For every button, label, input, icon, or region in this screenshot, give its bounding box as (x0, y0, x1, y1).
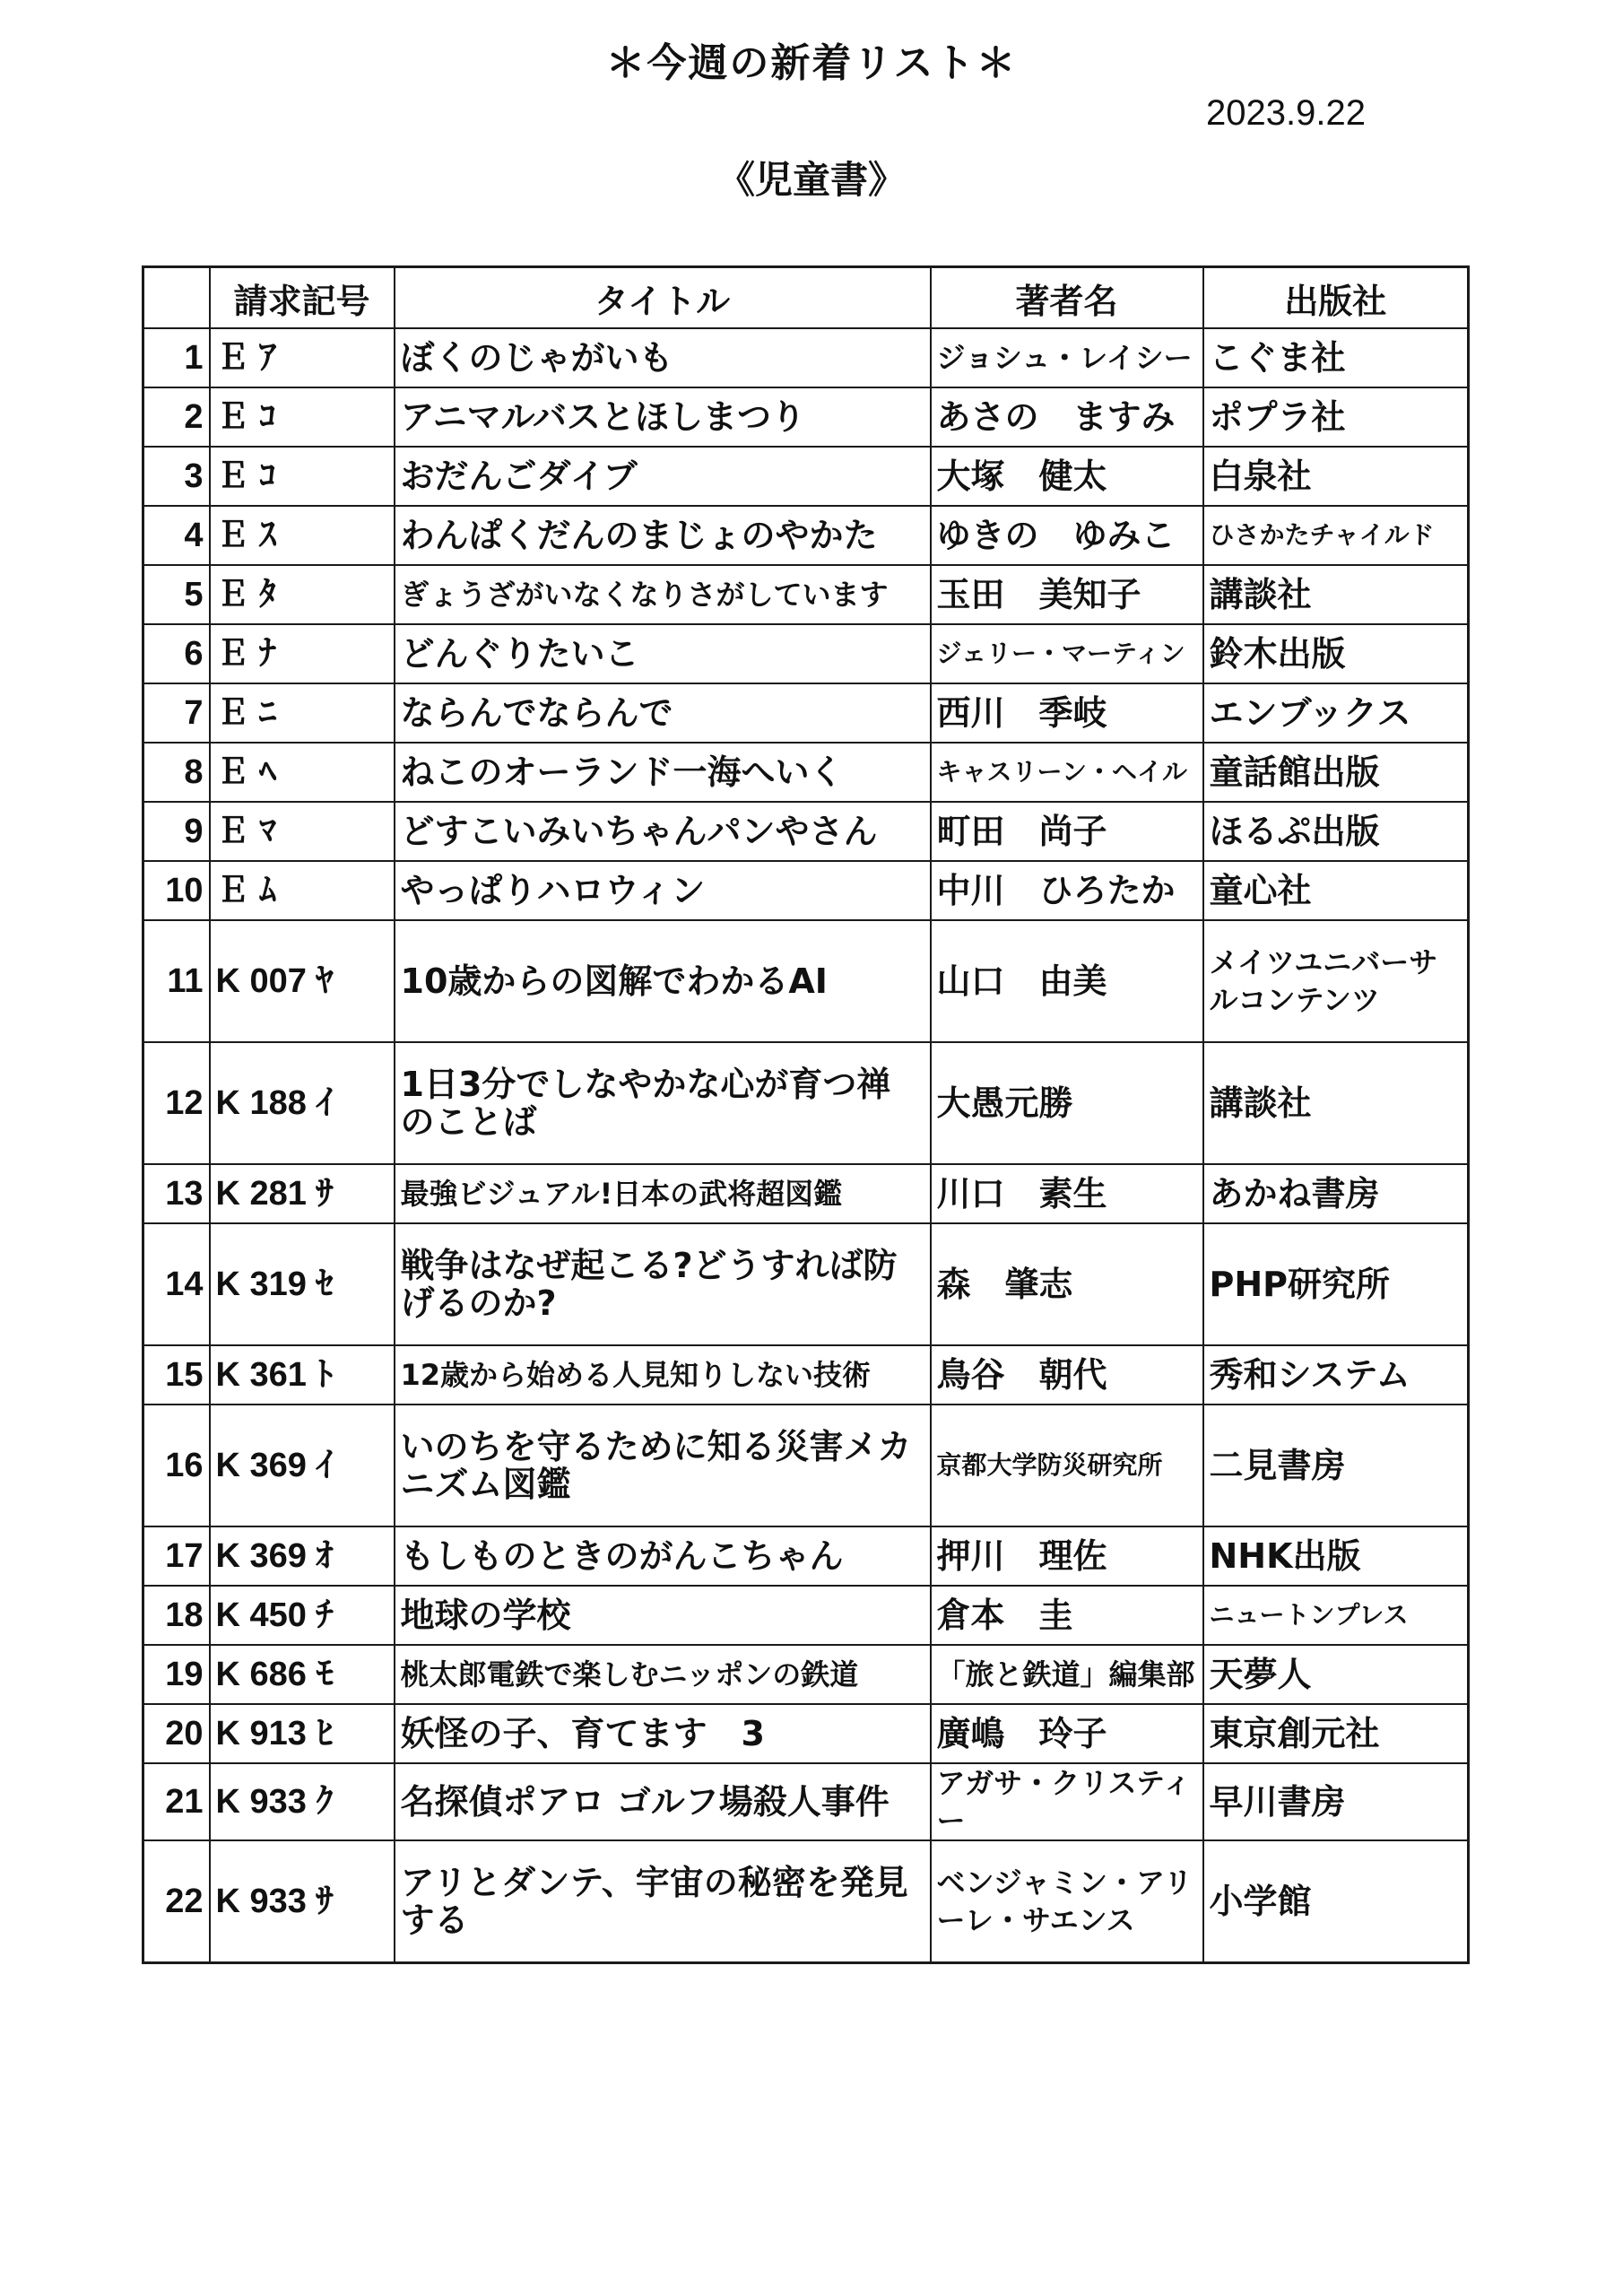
table-header-row (143, 267, 1469, 329)
call-number: Ｅ ﾏ (210, 802, 395, 861)
book-title: ぼくのじゃがいも (395, 328, 931, 387)
call-number: K 369 ｵ (210, 1526, 395, 1586)
author: 倉本 圭 (931, 1586, 1203, 1645)
row-number: 7 (143, 683, 210, 743)
publisher: NHK出版 (1203, 1526, 1469, 1586)
row-number: 11 (143, 920, 210, 1042)
call-number: Ｅ ﾍ (210, 743, 395, 802)
call-number: K 188 ｲ (210, 1042, 395, 1164)
author: 町田 尚子 (931, 802, 1203, 861)
table-row (143, 1405, 1469, 1526)
call-number: Ｅ ｺ (210, 447, 395, 506)
author: 京都大学防災研究所 (931, 1405, 1203, 1526)
publisher: PHP研究所 (1203, 1223, 1469, 1345)
book-title: ぎょうざがいなくなりさがしています (395, 565, 931, 624)
table-row (143, 1526, 1469, 1586)
book-title: 戦争はなぜ起こる?どうすれば防げるのか? (395, 1223, 931, 1345)
publisher: ニュートンプレス (1203, 1586, 1469, 1645)
row-number: 9 (143, 802, 210, 861)
call-number: K 369 ｲ (210, 1405, 395, 1526)
author: 山口 由美 (931, 920, 1203, 1042)
call-number: Ｅ ﾅ (210, 624, 395, 683)
category-heading: 《児童書》 (716, 158, 906, 202)
publisher: ひさかたチャイルド (1203, 506, 1469, 565)
row-number: 1 (143, 328, 210, 387)
row-number: 20 (143, 1704, 210, 1763)
book-title: 名探偵ポアロ ゴルフ場殺人事件 (395, 1763, 931, 1840)
table-row (143, 1042, 1469, 1164)
author: 玉田 美知子 (931, 565, 1203, 624)
publisher: 小学館 (1203, 1840, 1469, 1963)
row-number: 18 (143, 1586, 210, 1645)
column-header-author: 著者名 (931, 267, 1203, 329)
column-header-title: タイトル (395, 267, 931, 329)
row-number: 4 (143, 506, 210, 565)
publisher: ほるぷ出版 (1203, 802, 1469, 861)
call-number: Ｅ ｽ (210, 506, 395, 565)
row-number: 21 (143, 1763, 210, 1840)
row-number: 17 (143, 1526, 210, 1586)
row-number: 2 (143, 387, 210, 447)
author: 「旅と鉄道」編集部 (931, 1645, 1203, 1704)
call-number: K 686 ﾓ (210, 1645, 395, 1704)
book-title: 10歳からの図解でわかるAI (395, 920, 931, 1042)
table-row (143, 1704, 1469, 1763)
publisher: メイツユニバーサルコンテンツ (1203, 920, 1469, 1042)
list-date: 2023.9.22 (1206, 93, 1366, 133)
table-row (143, 1223, 1469, 1345)
table-row (143, 1840, 1469, 1963)
book-title: アニマルバスとほしまつり (395, 387, 931, 447)
row-number: 3 (143, 447, 210, 506)
book-title: ねこのオーランド一海へいく (395, 743, 931, 802)
book-title: いのちを守るために知る災害メカニズム図鑑 (395, 1405, 931, 1526)
publisher: 講談社 (1203, 565, 1469, 624)
column-header-publisher: 出版社 (1203, 267, 1469, 329)
publisher: 童話館出版 (1203, 743, 1469, 802)
author: 川口 素生 (931, 1164, 1203, 1223)
row-number: 6 (143, 624, 210, 683)
call-number: K 319 ｾ (210, 1223, 395, 1345)
call-number: K 450 ﾁ (210, 1586, 395, 1645)
book-title: 最強ビジュアル!日本の武将超図鑑 (395, 1164, 931, 1223)
call-number: K 913 ﾋ (210, 1704, 395, 1763)
publisher: こぐま社 (1203, 328, 1469, 387)
table-row (143, 802, 1469, 861)
call-number: Ｅ ﾀ (210, 565, 395, 624)
row-number: 22 (143, 1840, 210, 1963)
publisher: エンブックス (1203, 683, 1469, 743)
call-number: K 361 ﾄ (210, 1345, 395, 1405)
table-row (143, 624, 1469, 683)
author: ジェリー・マーティン (931, 624, 1203, 683)
table-row (143, 1164, 1469, 1223)
book-title: わんぱくだんのまじょのやかた (395, 506, 931, 565)
publisher: 二見書房 (1203, 1405, 1469, 1526)
row-number: 14 (143, 1223, 210, 1345)
table-row (143, 861, 1469, 920)
call-number: Ｅ ﾑ (210, 861, 395, 920)
column-header-number (143, 267, 210, 329)
publisher: ポプラ社 (1203, 387, 1469, 447)
author: 大塚 健太 (931, 447, 1203, 506)
call-number: K 281 ｻ (210, 1164, 395, 1223)
new-books-table (142, 265, 1470, 1964)
book-title: おだんごダイブ (395, 447, 931, 506)
author: 中川 ひろたか (931, 861, 1203, 920)
author: ジョシュ・レイシー (931, 328, 1203, 387)
book-title: 妖怪の子、育てます 3 (395, 1704, 931, 1763)
book-title: どすこいみいちゃんパンやさん (395, 802, 931, 861)
book-title: 12歳から始める人見知りしない技術 (395, 1345, 931, 1405)
table-row (143, 387, 1469, 447)
book-title: もしものときのがんこちゃん (395, 1526, 931, 1586)
author: ベンジャミン・アリーレ・サエンス (931, 1840, 1203, 1963)
row-number: 19 (143, 1645, 210, 1704)
publisher: 鈴木出版 (1203, 624, 1469, 683)
book-title: 1日3分でしなやかな心が育つ禅のことば (395, 1042, 931, 1164)
row-number: 12 (143, 1042, 210, 1164)
publisher: 童心社 (1203, 861, 1469, 920)
table-row (143, 1586, 1469, 1645)
table-row (143, 1345, 1469, 1405)
row-number: 10 (143, 861, 210, 920)
publisher: 東京創元社 (1203, 1704, 1469, 1763)
call-number: Ｅ ﾆ (210, 683, 395, 743)
publisher: 天夢人 (1203, 1645, 1469, 1704)
call-number: K 933 ｸ (210, 1763, 395, 1840)
call-number: K 933 ｻ (210, 1840, 395, 1963)
author: 森 肇志 (931, 1223, 1203, 1345)
book-title: やっぱりハロウィン (395, 861, 931, 920)
book-title: 桃太郎電鉄で楽しむニッポンの鉄道 (395, 1645, 931, 1704)
table-row (143, 565, 1469, 624)
row-number: 16 (143, 1405, 210, 1526)
publisher: あかね書房 (1203, 1164, 1469, 1223)
call-number: K 007 ﾔ (210, 920, 395, 1042)
publisher: 早川書房 (1203, 1763, 1469, 1840)
author: 押川 理佐 (931, 1526, 1203, 1586)
table-row (143, 328, 1469, 387)
author: 西川 季岐 (931, 683, 1203, 743)
author: 廣嶋 玲子 (931, 1704, 1203, 1763)
row-number: 13 (143, 1164, 210, 1223)
table-row (143, 920, 1469, 1042)
call-number: Ｅ ｺ (210, 387, 395, 447)
page-title: ＊今週の新着リスト＊ (605, 40, 1018, 86)
book-title: アリとダンテ、宇宙の秘密を発見する (395, 1840, 931, 1963)
book-title: 地球の学校 (395, 1586, 931, 1645)
publisher: 秀和システム (1203, 1345, 1469, 1405)
author: 鳥谷 朝代 (931, 1345, 1203, 1405)
author: 大愚元勝 (931, 1042, 1203, 1164)
table-row (143, 1645, 1469, 1704)
author: キャスリーン・ヘイル (931, 743, 1203, 802)
table-row (143, 506, 1469, 565)
table-row (143, 743, 1469, 802)
author: ゆきの ゆみこ (931, 506, 1203, 565)
table-row (143, 447, 1469, 506)
author: あさの ますみ (931, 387, 1203, 447)
author: アガサ・クリスティー (931, 1763, 1203, 1840)
row-number: 15 (143, 1345, 210, 1405)
row-number: 5 (143, 565, 210, 624)
table-row (143, 683, 1469, 743)
column-header-call-number: 請求記号 (210, 267, 395, 329)
book-title: どんぐりたいこ (395, 624, 931, 683)
row-number: 8 (143, 743, 210, 802)
table-row (143, 1763, 1469, 1840)
publisher: 白泉社 (1203, 447, 1469, 506)
publisher: 講談社 (1203, 1042, 1469, 1164)
call-number: Ｅ ｱ (210, 328, 395, 387)
book-title: ならんでならんで (395, 683, 931, 743)
